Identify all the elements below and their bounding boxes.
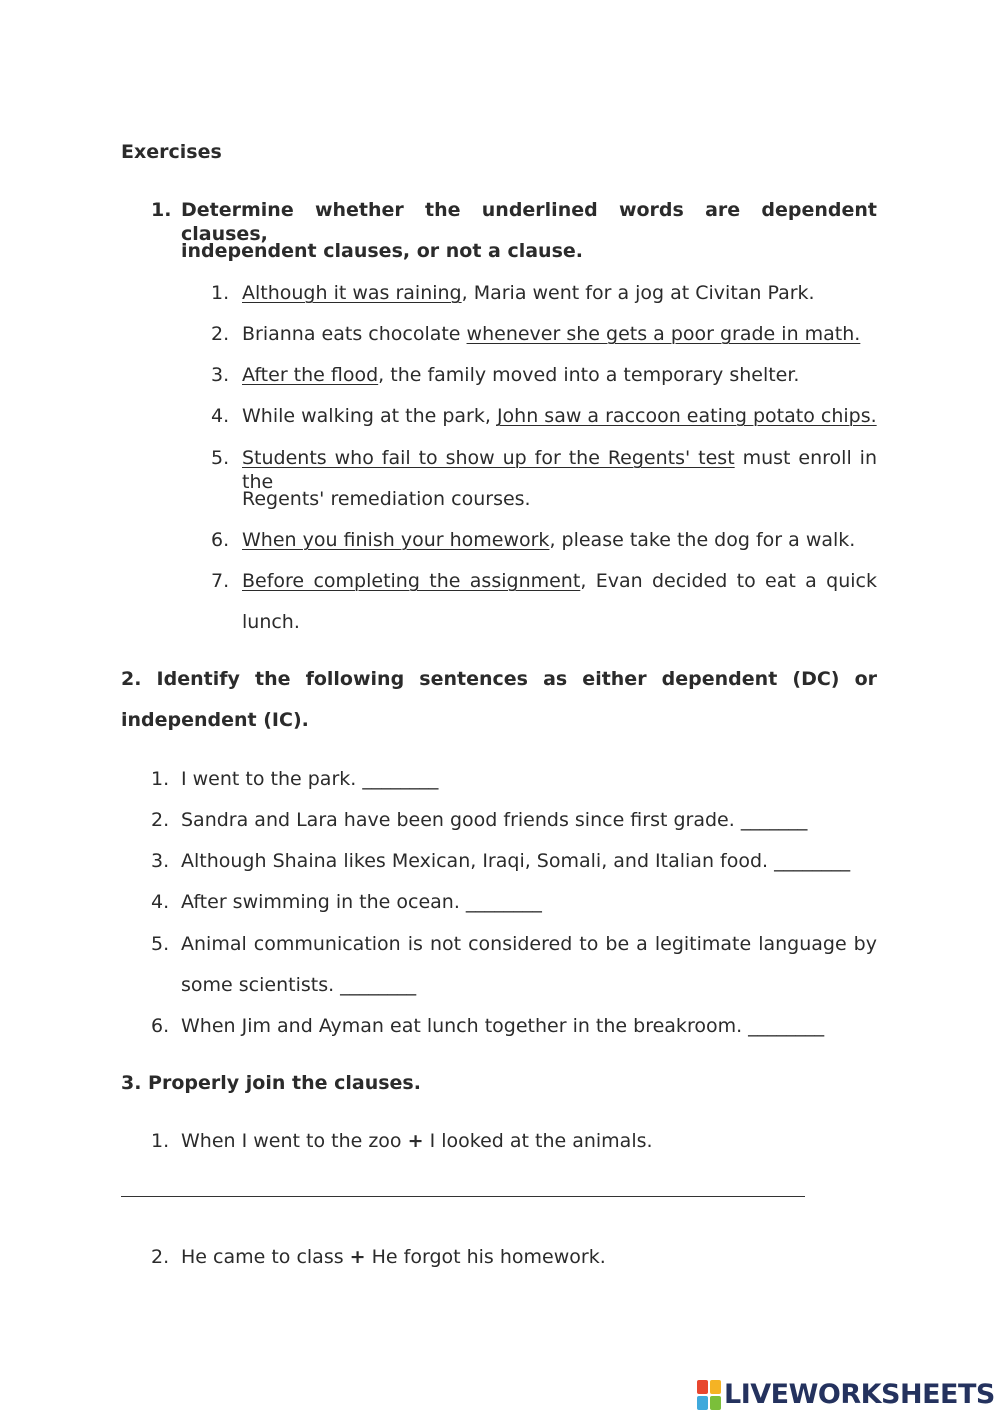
plus-sign: + bbox=[407, 1130, 424, 1152]
item-number: 2. bbox=[211, 323, 230, 345]
sentence-rest: , the family moved into a temporary shelter. bbox=[378, 364, 800, 386]
item-number: 1. bbox=[151, 768, 170, 790]
logo-mark-icon bbox=[697, 1380, 721, 1410]
underlined-clause: When you finish your homework bbox=[242, 529, 550, 551]
liveworksheets-logo bbox=[697, 1378, 995, 1412]
item-number: 6. bbox=[211, 529, 230, 551]
underlined-clause: John saw a raccoon eating potato chips. bbox=[496, 405, 877, 427]
sentence-rest: , Maria went for a jog at Civitan Park. bbox=[461, 282, 815, 304]
list-item-line2: some scientists. ________ bbox=[181, 974, 417, 996]
sentence-rest: , Evan decided to eat a quick bbox=[580, 570, 878, 592]
item-number: 5. bbox=[151, 933, 170, 955]
logo-text: LIVEWORKSHEETS bbox=[724, 1379, 995, 1410]
item-number: 4. bbox=[151, 891, 170, 913]
item-number: 2. bbox=[151, 809, 170, 831]
logo-square bbox=[710, 1396, 721, 1410]
section3-title: 3. Properly join the clauses. bbox=[121, 1072, 421, 1094]
underlined-clause: Students who fail to show up for the Regents' test bbox=[242, 447, 735, 469]
section2-title-line2: independent (IC). bbox=[121, 709, 309, 731]
item-number: 2. bbox=[151, 1246, 170, 1268]
underlined-clause: Although it was raining bbox=[242, 282, 462, 304]
item-number: 6. bbox=[151, 1015, 170, 1037]
plus-sign: + bbox=[349, 1246, 366, 1268]
list-item bbox=[181, 1245, 606, 1269]
sentence-line2: Regents' remediation courses. bbox=[242, 488, 531, 510]
answer-line[interactable] bbox=[121, 1196, 805, 1197]
section2-title-line1: 2. Identify the following sentences as either dependent (DC) or bbox=[121, 668, 877, 690]
section1-title-line1: Determine whether the underlined words are dependent clauses, bbox=[181, 199, 877, 245]
logo-square bbox=[697, 1396, 708, 1410]
logo-square bbox=[710, 1380, 721, 1394]
clause-a: He came to class bbox=[181, 1246, 350, 1268]
clause-b: I looked at the animals. bbox=[423, 1130, 653, 1152]
item-number: 3. bbox=[151, 850, 170, 872]
list-item: I went to the park. ________ bbox=[181, 768, 439, 790]
exercises-heading: Exercises bbox=[121, 141, 222, 163]
sentence-pre: Brianna eats chocolate bbox=[242, 323, 467, 345]
list-item bbox=[181, 1129, 653, 1153]
sentence-rest: , please take the dog for a walk. bbox=[549, 529, 856, 551]
list-item: Although Shaina likes Mexican, Iraqi, Somali, and Italian food. ________ bbox=[181, 850, 851, 872]
item-number: 3. bbox=[211, 364, 230, 386]
sentence-pre: While walking at the park, bbox=[242, 405, 497, 427]
clause-a: When I went to the zoo bbox=[181, 1130, 408, 1152]
item-number: 4. bbox=[211, 405, 230, 427]
section1-number: 1. bbox=[151, 199, 172, 221]
item-number: 7. bbox=[211, 570, 230, 592]
clause-b: He forgot his homework. bbox=[365, 1246, 606, 1268]
list-item: Animal communication is not considered to be a legitimate language by bbox=[181, 933, 877, 955]
list-item: Sandra and Lara have been good friends since first grade. _______ bbox=[181, 809, 808, 831]
underlined-clause: After the flood bbox=[242, 364, 379, 386]
list-item: When Jim and Ayman eat lunch together in the breakroom. ________ bbox=[181, 1015, 825, 1037]
list-item: After swimming in the ocean. ________ bbox=[181, 891, 542, 913]
item-number: 1. bbox=[211, 282, 230, 304]
section1-title-line2: independent clauses, or not a clause. bbox=[181, 240, 583, 262]
item-number: 1. bbox=[151, 1130, 170, 1152]
sentence-rest: must enroll in the bbox=[242, 447, 877, 493]
logo-square bbox=[697, 1380, 708, 1394]
sentence-line2: lunch. bbox=[242, 611, 300, 633]
underlined-clause: whenever she gets a poor grade in math. bbox=[466, 323, 861, 345]
underlined-clause: Before completing the assignment bbox=[242, 570, 581, 592]
item-number: 5. bbox=[211, 447, 230, 469]
